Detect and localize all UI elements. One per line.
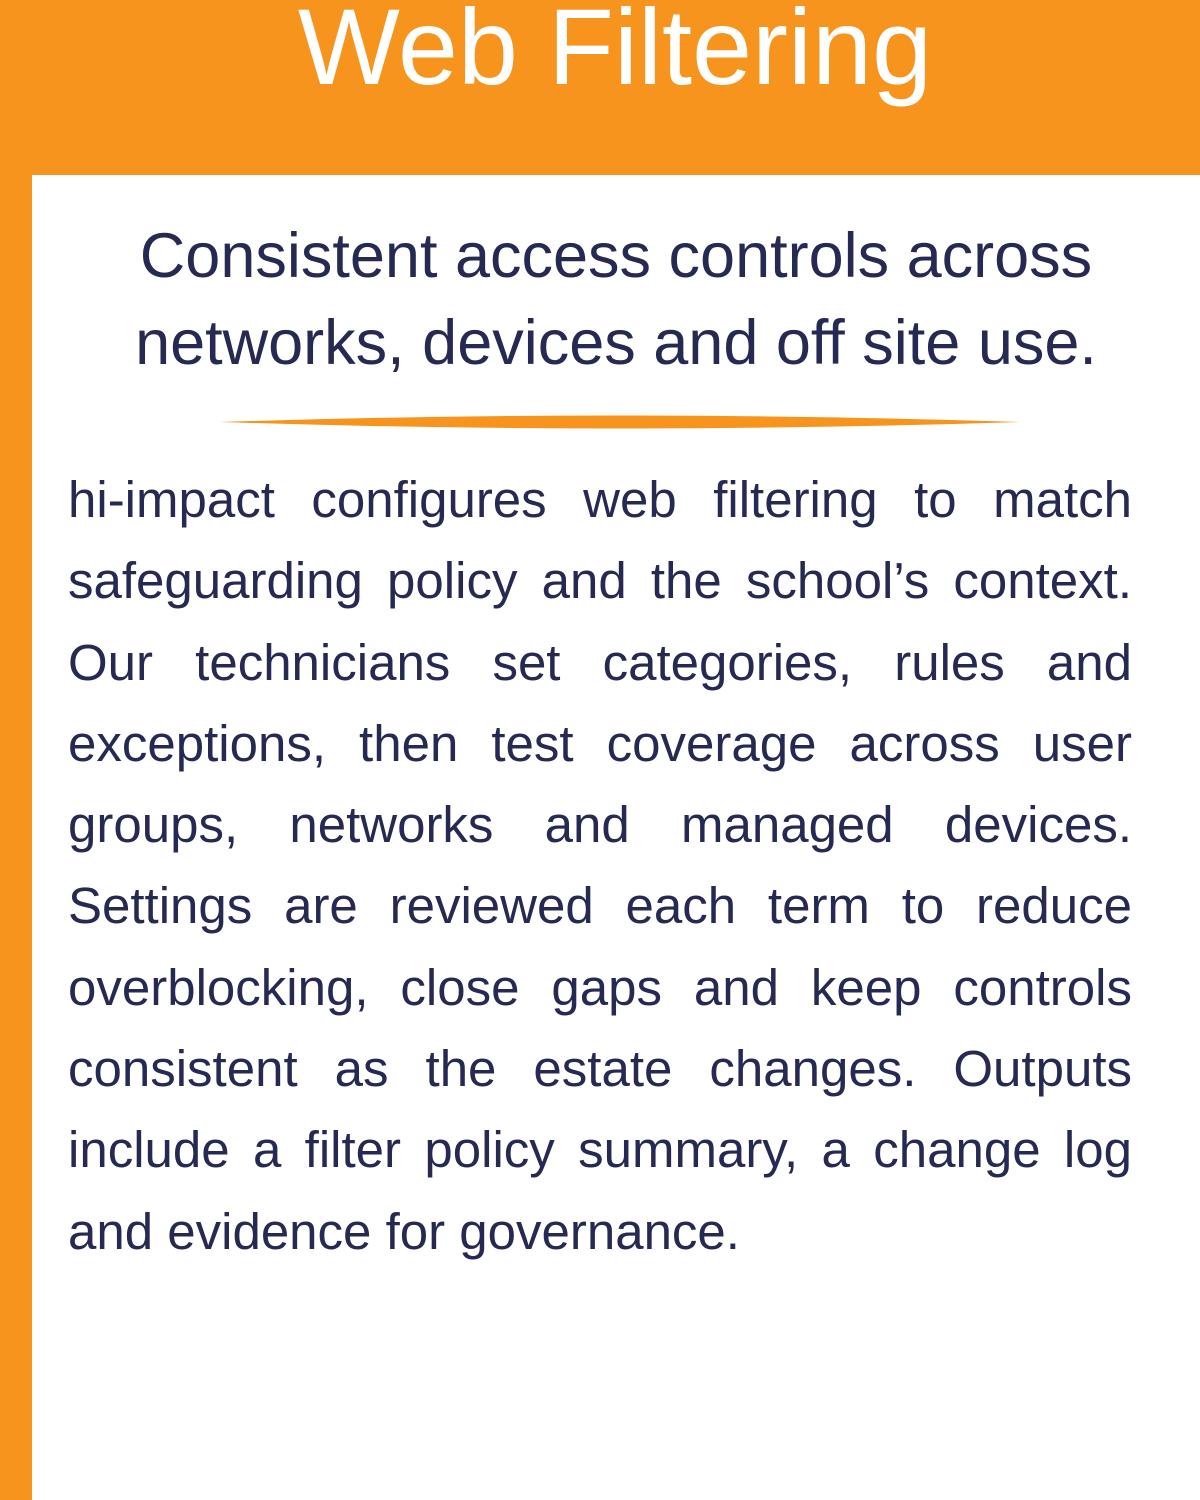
body-paragraph: hi-impact configures web filtering to match safeguarding policy and the school’s context. Our technicians set categories, rules and exceptions, then test coverage across user groups, networks and managed devices. Settings are reviewed each term to reduce overblocking, close gaps and keep controls consistent as the estate changes. Outputs include a filter policy summary, a change log and evidence for governance. bbox=[68, 471, 1132, 1260]
header-banner bbox=[0, 0, 1200, 175]
divider-brush-stroke bbox=[220, 411, 1020, 433]
subtitle bbox=[32, 213, 1200, 387]
page-title: Web Filtering bbox=[297, 0, 933, 108]
content-panel bbox=[32, 175, 1200, 1500]
subtitle-line-1: Consistent access controls across bbox=[139, 221, 1093, 291]
subtitle-line-2: networks, devices and off site use. bbox=[135, 308, 1097, 378]
